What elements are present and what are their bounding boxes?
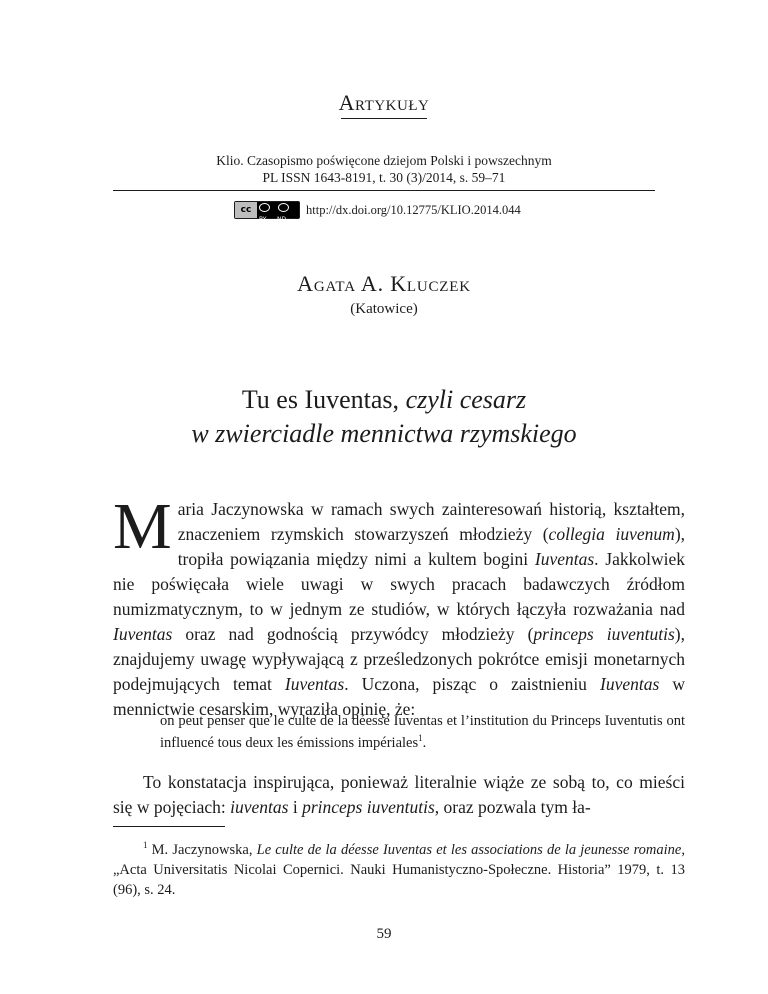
footnote-rule bbox=[113, 826, 225, 827]
footnote: $^1$ M. Jaczynowska, Le culte de la déesse Iuventas et les associations de la jeunesse romaine, „Acta Universitatis Nicolai Copernici. Nauki Humanistyczno-Społeczne. Historia” 1979, t. 13 (96), s. 24. bbox=[113, 840, 685, 898]
by-nd-icon: BY ND bbox=[259, 203, 289, 224]
cc-license-badge bbox=[234, 201, 300, 223]
article-title: Tu es Iuventas, czyli cesarz w zwierciadle mennictwa rzymskiego bbox=[191, 385, 577, 448]
body-paragraph-1: M aria Jaczynowska w ramach swych zainteresowań historią, kształtem, znaczeniem rzymskich stowarzyszeń młodzieży (collegia iuvenum), tropiła powiązania między nimi a kultem bogini Iuventas. Jakkolwiek nie poświęcała wiele uwagi w swych pracach badawczych źródłom numizmatycznym, to w jednym ze studiów, w których łączyła rozważania nad Iuventas oraz nad godnością przywódcy młodzieży (princeps iuventutis), znajdujemy uwagę wypływającą z prześledzonych pokrótce emisji monetarnych podejmujących temat Iuventas. Uczona, pisząc o zaistnieniu Iuventas w mennictwie cesarskim, wyraziła opinię, że: bbox=[113, 490, 686, 719]
cc-icon: cc bbox=[235, 202, 257, 218]
author-affiliation: (Katowice) bbox=[350, 301, 418, 317]
section-heading: Artykuły bbox=[338, 90, 430, 115]
drop-cap: M bbox=[113, 490, 172, 563]
journal-name: Klio. Czasopismo poświęcone dziejom Polski i powszechnym bbox=[216, 153, 552, 168]
footnote-ref[interactable]: 1 bbox=[418, 733, 423, 744]
journal-info bbox=[0, 152, 768, 186]
block-quote: on peut penser que le culte de la déesse Iuventas et l’institution du Princeps Iuventutis ont influencé tous deux les émissions impériales$^1$. bbox=[160, 713, 685, 751]
body-paragraph-2: To konstatacja inspirująca, ponieważ literalnie wiąże ze sobą to, co mieści się w pojęciach: iuventas i princeps iuventutis, oraz pozwala tym ła- bbox=[113, 772, 685, 817]
author-name: Agata A. Kluczek bbox=[297, 271, 471, 296]
journal-issn: PL ISSN 1643-8191, t. 30 (3)/2014, s. 59–71 bbox=[262, 170, 506, 185]
page-number: 59 bbox=[376, 926, 392, 942]
section-underline bbox=[341, 118, 427, 119]
doi-link[interactable]: http://dx.doi.org/10.12775/KLIO.2014.044 bbox=[306, 203, 521, 217]
header-rule bbox=[113, 190, 655, 191]
